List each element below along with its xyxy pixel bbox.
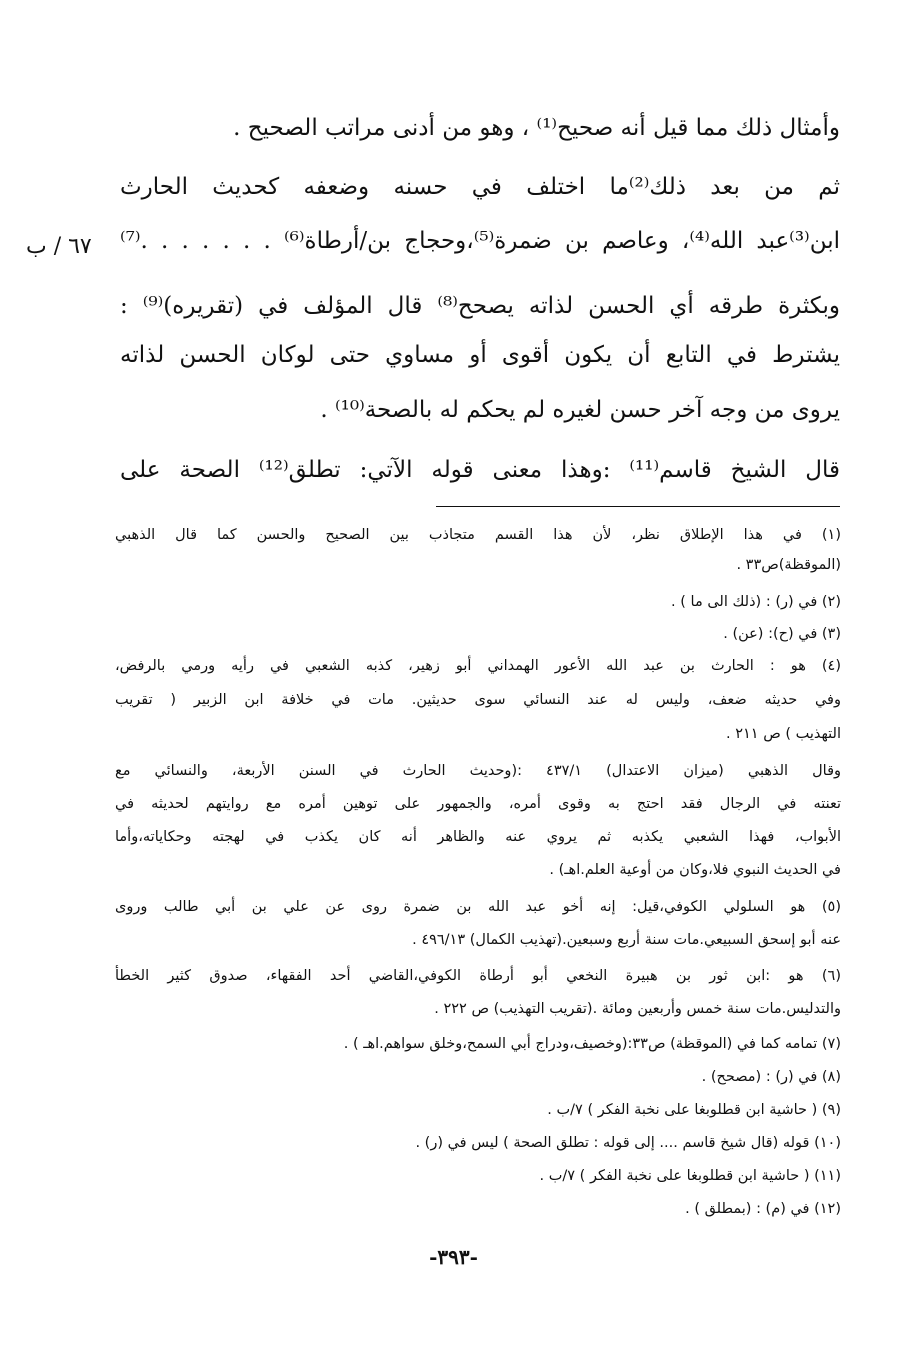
footnote-line: (٤) هو : الحارث بن عبد الله الأعور الهمداني أبو زهير، كذبه الشعبي في رأيه ورمي بالرفض،	[115, 658, 841, 674]
footnote-line: الأبواب، فهذا الشعبي يكذبه ثم يروي عنه والظاهر أنه كان يكذب في لهجته وحكاياته،وأما	[115, 829, 841, 845]
footnote-line: وقال الذهبي (ميزان الاعتدال) ٤٣٧/١ :(وحديث الحارث في السنن الأربعة، والنسائي مع	[115, 763, 842, 779]
folio-marker: ٦٧ / ب	[26, 234, 92, 259]
footnote-line: (٨) في (ر) : (مصحح) .	[701, 1069, 841, 1085]
footnote-line: (٣) في (ح): (عن) .	[723, 626, 841, 642]
body-line: وبكثرة طرقه أي الحسن لذاته يصحح⁽⁸⁾ قال المؤلف في (تقريره)⁽⁹⁾ :	[120, 293, 840, 319]
footnote-line: (١٢) في (م) : (بمطلق ) .	[685, 1201, 841, 1217]
footnote-separator	[436, 506, 840, 507]
footnote-line: (١٠) قوله (قال شيخ قاسم .... إلى قوله : تطلق الصحة ) ليس في (ر) .	[415, 1135, 841, 1151]
footnote-line: التهذيب ) ص ٢١١ .	[726, 726, 841, 742]
footnote-line: عنه أبو إسحق السبيعي.مات سنة أربع وسبعين.(تهذيب الكمال) ٤٩٦/١٣ .	[412, 932, 841, 948]
footnote-line: (١١) ( حاشية ابن قطلوبغا على نخبة الفكر ) ٧/ب .	[539, 1168, 841, 1184]
body-line: وأمثال ذلك مما قيل أنه صحيح⁽¹⁾ ، وهو من أدنى مراتب الصحيح .	[233, 115, 840, 141]
footnote-line: وفي حديثه ضعف، وليس له عند النسائي سوى حديثين. مات في خلافة ابن الزبير ( تقريب	[115, 692, 841, 708]
footnote-line: والتدليس.مات سنة خمس وأربعين ومائة .(تقريب التهذيب) ص ٢٢٢ .	[434, 1001, 841, 1017]
footnote-line: (٢) في (ر) : (ذلك الى ما ) .	[671, 594, 841, 610]
page-number: -٣٩٣-	[429, 1245, 478, 1269]
body-line: قال الشيخ قاسم⁽¹¹⁾ :وهذا معنى قوله الآتي: تطلق⁽¹²⁾ الصحة على	[120, 457, 840, 483]
footnote-line: في الحديث النبوي فلا،وكان من أوعية العلم.اهـ) .	[549, 862, 841, 878]
footnote-line: (الموقظة)ص٣٣ .	[736, 557, 841, 573]
body-line: يشترط في التابع أن يكون أقوى أو مساوي حتى لوكان الحسن لذاته	[120, 342, 840, 368]
footnote-line: (٧) تمامه كما في (الموقظة) ص٣٣:(وخصيف،ودراج أبي السمح،وخلق سواهم.اهـ ) .	[343, 1036, 841, 1052]
footnote-line: (٩) ( حاشية ابن قطلوبغا على نخبة الفكر ) ٧/ب .	[547, 1102, 841, 1118]
body-line: يروى من وجه آخر حسن لغيره لم يحكم له بالصحة⁽¹⁰⁾ .	[320, 397, 840, 423]
footnote-line: تعنته في الرجال فقد احتج به وقوى أمره، والجمهور على توهين أمره مع روايتهم لحديثه في	[115, 796, 841, 812]
body-line: ثم من بعد ذلك⁽²⁾ما اختلف في حسنه وضعفه كحديث الحارث	[120, 174, 840, 200]
footnote-line: (٥) هو السلولي الكوفي،قيل: إنه أخو عبد الله بن ضمرة روى عن علي بن أبي طالب وروى	[115, 899, 841, 915]
footnote-line: (١) في هذا الإطلاق نظر، لأن هذا القسم متجاذب بين الصحيح والحسن كما قال الذهبي	[115, 527, 841, 543]
footnote-line: (٦) هو :ابن ثور بن هبيرة النخعي أبو أرطاة الكوفي،القاضي أحد الفقهاء، صدوق كثير الخطأ	[115, 968, 841, 984]
body-line: ابن⁽³⁾عبد الله⁽⁴⁾، وعاصم بن ضمرة⁽⁵⁾،وحجاج بن/أرطاة⁽⁶⁾ . . . . . . .⁽⁷⁾	[120, 228, 840, 254]
